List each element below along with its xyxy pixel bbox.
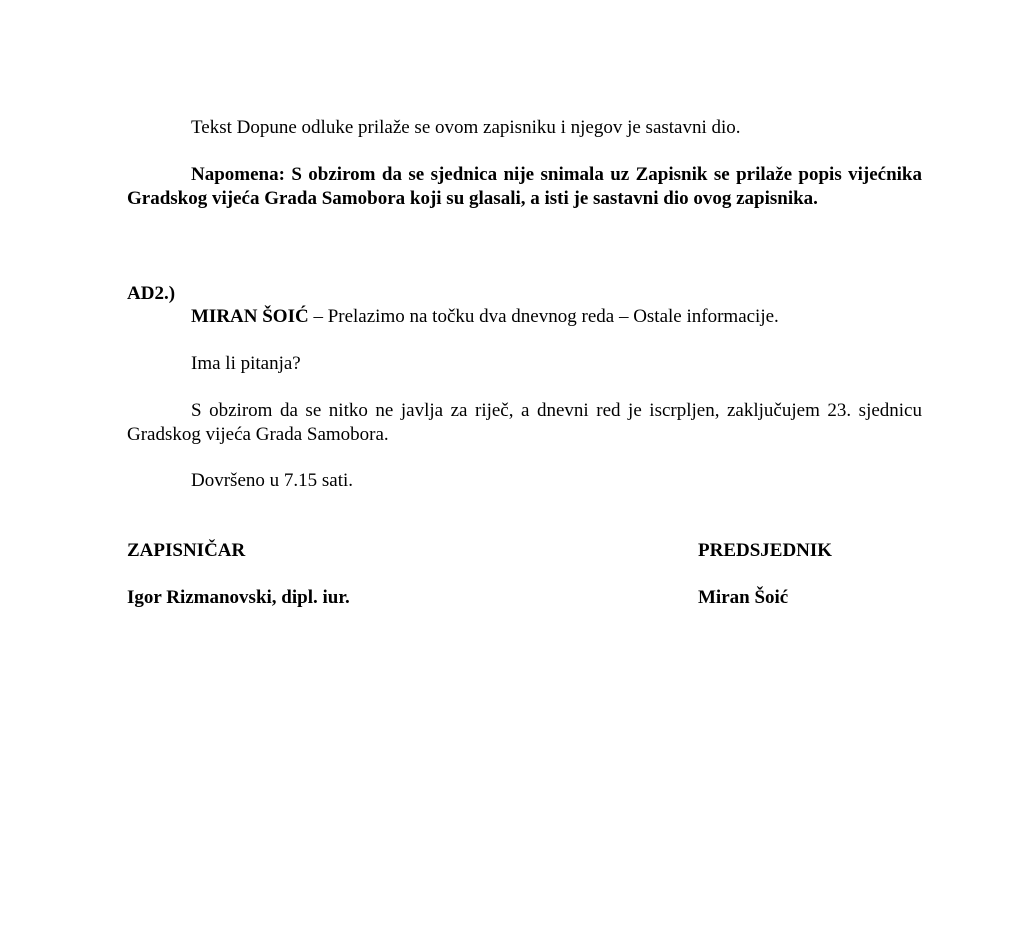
signature-left-title: ZAPISNIČAR — [127, 540, 246, 561]
speaker-statement: – Prelazimo na točku dva dnevnog reda – Ostale informacije. — [308, 306, 779, 327]
paragraph-amendment-attached: Tekst Dopune odluke prilaže se ovom zapisniku i njegov je sastavni dio. — [191, 117, 741, 138]
paragraph-note: Napomena: S obzirom da se sjednica nije snimala uz Zapisnik se prilaže popis vijećnika Gradskog vijeća Grada Samobora koji su glasali, a isti je sastavni dio ovog zapisnika. — [127, 164, 922, 209]
signature-right-name: Miran Šoić — [698, 587, 789, 608]
paragraph-speaker — [191, 305, 779, 329]
paragraph-finished: Dovršeno u 7.15 sati. — [191, 470, 354, 491]
agenda-item-heading: AD2.) — [127, 283, 176, 304]
signature-left-name: Igor Rizmanovski, dipl. iur. — [127, 587, 350, 608]
speaker-name: MIRAN ŠOIĆ — [191, 306, 309, 327]
signature-right-title: PREDSJEDNIK — [698, 540, 833, 561]
paragraph-closing: S obzirom da se nitko ne javlja za riječ, a dnevni red je iscrpljen, zaključujem 23. sjednicu Gradskog vijeća Grada Samobora. — [127, 400, 922, 445]
paragraph-question: Ima li pitanja? — [191, 353, 301, 374]
